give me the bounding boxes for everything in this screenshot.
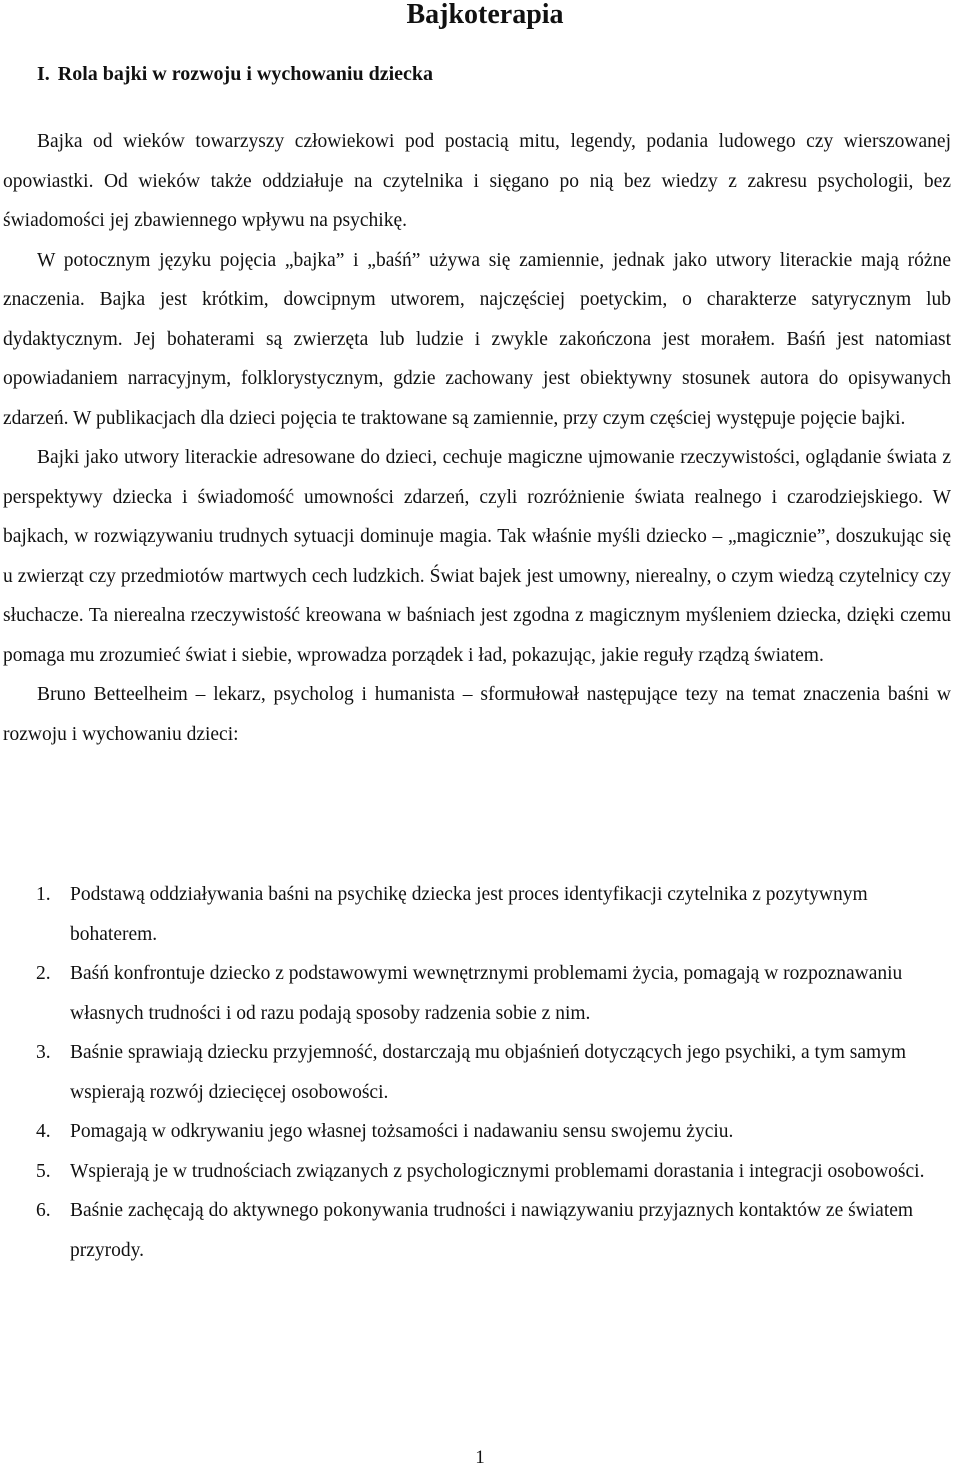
- list-item: [3, 875, 953, 954]
- paragraph-4: Bruno Betteelheim – lekarz, psycholog i humanista – sformułował następujące tezy na temat znaczenia baśni w rozwoju i wychowaniu dzieci:: [3, 684, 951, 745]
- list-item-number: 1.: [36, 884, 51, 905]
- paragraph-3: Bajki jako utwory literackie adresowane do dzieci, cechuje magiczne ujmowanie rzeczywistości, oglądanie świata z perspektywy dziecka i świadomość umowności zdarzeń, czyli rozróżnienie świata realnego i czarodziejskiego. W bajkach, w rozwiązywaniu trudnych sytuacji dominuje magia. Tak właśnie myśli dziecko – „magicznie”, doszukując się u zwierząt czy przedmiotów martwych cech ludzkich. Świat bajek jest umowny, nierealny, o czym wiedzą czytelnicy czy słuchacze. Ta nierealna rzeczywistość kreowana w baśniach jest zgodna z magicznym myśleniem dziecka, dzięki czemu pomaga mu zrozumieć świat i siebie, wprowadza porządek i ład, pokazując, jakie reguły rządzą światem.: [3, 447, 951, 666]
- body-text: [3, 122, 951, 754]
- list-item-text: Pomagają w odkrywaniu jego własnej tożsamości i nadawaniu sensu swojemu życiu.: [70, 1121, 734, 1142]
- list-item-number: 5.: [36, 1160, 51, 1182]
- list-item-text: Podstawą oddziaływania baśni na psychikę dziecka jest proces identyfikacji czytelnika z pozytywnym bohaterem.: [70, 884, 868, 945]
- list-item-number: 3.: [36, 1042, 51, 1063]
- section-heading: [37, 62, 433, 86]
- page-number: 1: [475, 1447, 485, 1468]
- document-title: Bajkoterapia: [406, 0, 564, 30]
- section-title: Rola bajki w rozwoju i wychowaniu dziecka: [57, 63, 434, 85]
- list-item: [3, 1152, 953, 1192]
- list-item-number: 2.: [36, 963, 51, 984]
- list-item-number: 6.: [36, 1200, 51, 1221]
- list-item-text: Baśń konfrontuje dziecko z podstawowymi wewnętrznymi problemami życia, pomagają w rozpoznawaniu własnych trudności i od razu podają sposoby radzenia sobie z nim.: [70, 963, 903, 1024]
- paragraph-2: W potocznym języku pojęcia „bajka” i „baśń” używa się zamiennie, jednak jako utwory literackie mają różne znaczenia. Bajka jest krótkim, dowcipnym utworem, najczęściej poetyckim, o charakterze satyrycznym lub dydaktycznym. Jej bohaterami są zwierzęta lub ludzie i zwykle zakończona jest morałem. Baśń jest natomiast opowiadaniem narracyjnym, folklorystycznym, gdzie zachowany jest obiektywny stosunek autora do opisywanych zdarzeń. W publikacjach dla dzieci pojęcia te traktowane są zamiennie, przy czym częściej występuje pojęcie bajki.: [3, 249, 951, 429]
- section-number: I.: [37, 63, 50, 85]
- list-item-number: 4.: [36, 1121, 51, 1142]
- list-item: [3, 1033, 953, 1112]
- list-item: [3, 1112, 953, 1152]
- theses-list: [3, 875, 953, 1270]
- list-item: [3, 1191, 953, 1270]
- list-item-text: Baśnie sprawiają dziecku przyjemność, dostarczają mu objaśnień dotyczących jego psychiki, a tym samym wspierają rozwój dziecięcej osobowości.: [70, 1042, 907, 1103]
- paragraph-1: Bajka od wieków towarzyszy człowiekowi pod postacią mitu, legendy, podania ludowego czy wierszowanej opowiastki. Od wieków także oddziałuje na czytelnika i sięgano po nią bez wiedzy z zakresu psychologii, bez świadomości jej zbawiennego wpływu na psychikę.: [3, 131, 951, 231]
- list-item-text: Baśnie zachęcają do aktywnego pokonywania trudności i nawiązywaniu przyjaznych kontaktów ze światem przyrody.: [70, 1200, 914, 1261]
- list-item-text: Wspierają je w trudnościach związanych z psychologicznymi problemami dorastania i integracji osobowości.: [70, 1160, 925, 1182]
- list-item: [3, 954, 953, 1033]
